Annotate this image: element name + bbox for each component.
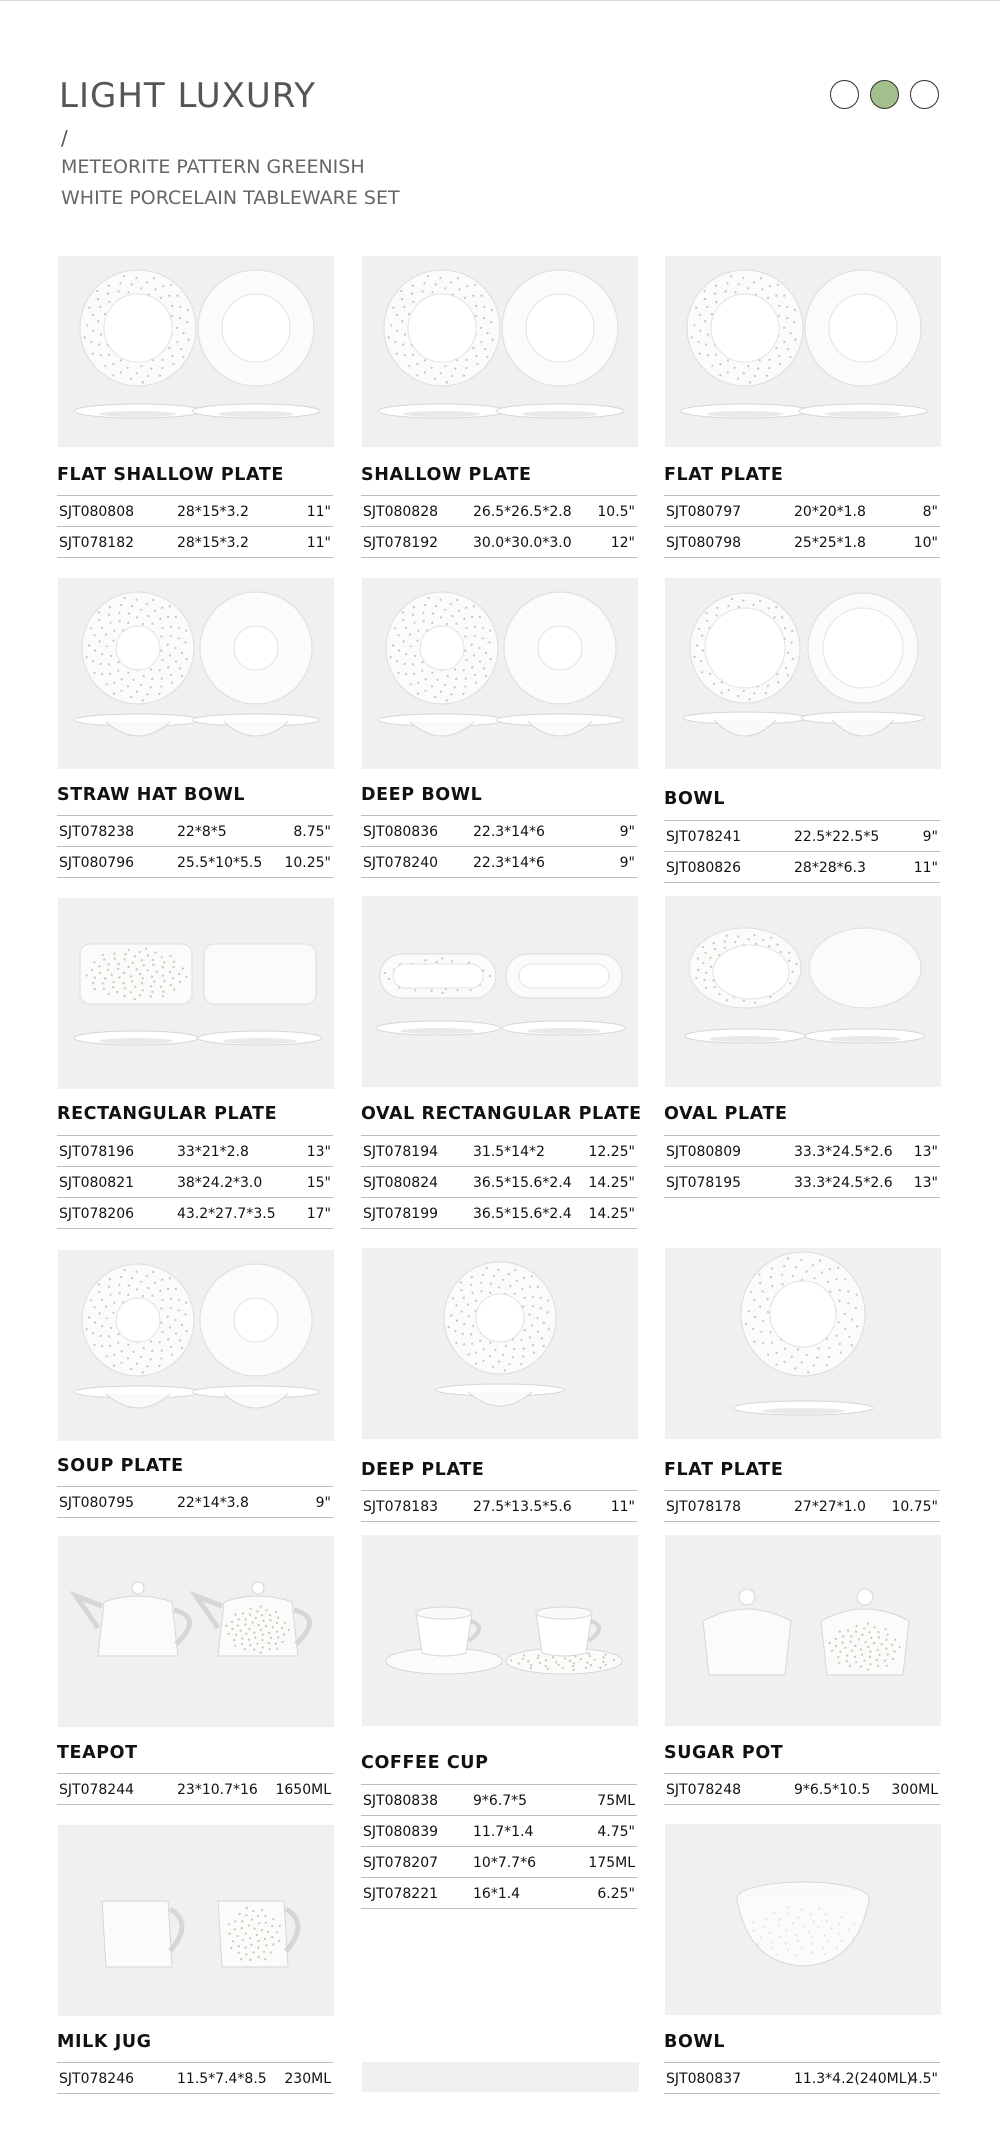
spec-size: 9*6.7*5 — [473, 1793, 528, 1809]
spec-row — [361, 1491, 637, 1522]
spec-row — [57, 847, 333, 878]
product-name: FLAT SHALLOW PLATE — [57, 465, 284, 485]
page-title: LIGHT LUXURY — [59, 76, 316, 116]
spec-size: 11.5*7.4*8.5 — [177, 2071, 267, 2087]
spec-code: SJT080828 — [363, 504, 439, 520]
spec-value: 9" — [619, 824, 635, 840]
spec-row — [361, 816, 637, 847]
spec-table — [664, 1773, 940, 1805]
spec-code: SJT078248 — [666, 1782, 742, 1798]
product-photo[interactable] — [58, 578, 334, 769]
spec-row — [361, 1816, 637, 1847]
product-photo-art — [665, 1824, 941, 2015]
spec-size: 26.5*26.5*2.8 — [473, 504, 572, 520]
spec-value: 8.75" — [293, 824, 331, 840]
spec-code: SJT078194 — [363, 1144, 439, 1160]
spec-value: 230ML — [284, 2071, 331, 2087]
spec-table — [664, 820, 940, 883]
product-photo-art — [362, 896, 638, 1087]
product-name: SOUP PLATE — [57, 1456, 184, 1476]
spec-value: 1650ML — [275, 1782, 331, 1798]
spec-value: 13" — [913, 1144, 938, 1160]
spec-size: 33.3*24.5*2.6 — [794, 1175, 893, 1191]
spec-table — [361, 1135, 637, 1229]
spec-value: 14.25" — [588, 1175, 635, 1191]
product-name: FLAT PLATE — [664, 1460, 784, 1480]
product-name: MILK JUG — [57, 2032, 152, 2052]
spec-value: 75ML — [597, 1793, 635, 1809]
spec-size: 28*28*6.3 — [794, 860, 866, 876]
spec-code: SJT078240 — [363, 855, 439, 871]
color-swatches — [830, 80, 939, 109]
spec-value: 10.25" — [284, 855, 331, 871]
spec-code: SJT078241 — [666, 829, 742, 845]
product-name: RECTANGULAR PLATE — [57, 1104, 278, 1124]
spec-size: 38*24.2*3.0 — [177, 1175, 263, 1191]
spec-value: 14.25" — [588, 1206, 635, 1222]
spec-row — [664, 1167, 940, 1198]
spec-row — [664, 527, 940, 558]
page-subtitle — [61, 152, 561, 214]
spec-size: 28*15*3.2 — [177, 535, 249, 551]
spec-value: 9" — [619, 855, 635, 871]
spec-code: SJT078183 — [363, 1499, 439, 1515]
spec-row — [361, 1167, 637, 1198]
spec-code: SJT078244 — [59, 1782, 135, 1798]
spec-value: 17" — [306, 1206, 331, 1222]
product-photo[interactable] — [665, 1248, 941, 1439]
spec-value: 11" — [913, 860, 938, 876]
spec-code: SJT078206 — [59, 1206, 135, 1222]
product-name: COFFEE CUP — [361, 1753, 489, 1773]
spec-code: SJT078195 — [666, 1175, 742, 1191]
spec-row — [57, 1774, 333, 1805]
spec-value: 9" — [315, 1495, 331, 1511]
spec-table — [57, 495, 333, 558]
product-photo[interactable] — [665, 896, 941, 1087]
spec-size: 36.5*15.6*2.4 — [473, 1175, 572, 1191]
spec-value: 175ML — [588, 1855, 635, 1871]
product-photo-art — [665, 1248, 941, 1439]
title-slash: / — [61, 126, 68, 150]
spec-table — [361, 815, 637, 878]
spec-code: SJT078199 — [363, 1206, 439, 1222]
spec-row — [361, 1136, 637, 1167]
product-photo-art — [58, 578, 334, 769]
spec-code: SJT080809 — [666, 1144, 742, 1160]
product-photo-art — [362, 256, 638, 447]
spec-row — [361, 527, 637, 558]
product-photo[interactable] — [362, 1248, 638, 1439]
product-photo-art — [362, 1248, 638, 1439]
spec-table — [57, 2062, 333, 2094]
spec-code: SJT078221 — [363, 1886, 439, 1902]
spec-code: SJT078238 — [59, 824, 135, 840]
spec-row — [57, 2063, 333, 2094]
product-name: STRAW HAT BOWL — [57, 785, 246, 805]
product-name: SHALLOW PLATE — [361, 465, 532, 485]
spec-row — [361, 496, 637, 527]
spec-code: SJT078207 — [363, 1855, 439, 1871]
spec-size: 25*25*1.8 — [794, 535, 866, 551]
spec-row — [664, 1136, 940, 1167]
spec-code: SJT080839 — [363, 1824, 439, 1840]
spec-size: 22.3*14*6 — [473, 824, 545, 840]
spec-row — [664, 1491, 940, 1522]
spec-value: 15" — [306, 1175, 331, 1191]
spec-code: SJT080826 — [666, 860, 742, 876]
product-photo[interactable] — [58, 1825, 334, 2016]
spec-code: SJT080795 — [59, 1495, 135, 1511]
spec-code: SJT080824 — [363, 1175, 439, 1191]
spec-size: 36.5*15.6*2.4 — [473, 1206, 572, 1222]
spec-code: SJT080821 — [59, 1175, 135, 1191]
product-photo-art — [58, 1250, 334, 1441]
spec-value: 12.25" — [588, 1144, 635, 1160]
spec-size: 30.0*30.0*3.0 — [473, 535, 572, 551]
product-name: BOWL — [664, 789, 726, 809]
product-photo-art — [362, 578, 638, 769]
spec-row — [57, 496, 333, 527]
spec-code: SJT078182 — [59, 535, 135, 551]
spec-row — [361, 1785, 637, 1816]
product-photo[interactable] — [362, 256, 638, 447]
spec-size: 11.7*1.4 — [473, 1824, 534, 1840]
spec-row — [57, 816, 333, 847]
spec-code: SJT080808 — [59, 504, 135, 520]
spec-size: 11.3*4.2(240ML) — [794, 2071, 912, 2087]
spec-row — [361, 847, 637, 878]
spec-code: SJT078178 — [666, 1499, 742, 1515]
spec-size: 22.5*22.5*5 — [794, 829, 880, 845]
swatch-green[interactable] — [870, 80, 899, 109]
spec-size: 9*6.5*10.5 — [794, 1782, 871, 1798]
spec-value: 9" — [922, 829, 938, 845]
spec-value: 6.25" — [597, 1886, 635, 1902]
product-photo[interactable] — [665, 578, 941, 769]
spec-row — [361, 1878, 637, 1909]
spec-value: 12" — [610, 535, 635, 551]
spec-value: 4.75" — [597, 1824, 635, 1840]
spec-value: 11" — [306, 535, 331, 551]
product-photo[interactable] — [665, 1824, 941, 2015]
spec-row — [361, 1198, 637, 1229]
spec-value: 10.75" — [891, 1499, 938, 1515]
spec-value: 10.5" — [597, 504, 635, 520]
subtitle-line-2: WHITE PORCELAIN TABLEWARE SET — [61, 187, 400, 209]
product-photo-art — [362, 1535, 638, 1726]
spec-row — [57, 1198, 333, 1229]
spec-size: 20*20*1.8 — [794, 504, 866, 520]
spec-table — [664, 2062, 940, 2094]
product-photo[interactable] — [58, 1536, 334, 1727]
spec-code: SJT080797 — [666, 504, 742, 520]
spec-code: SJT080796 — [59, 855, 135, 871]
product-name: TEAPOT — [57, 1743, 138, 1763]
spec-size: 27.5*13.5*5.6 — [473, 1499, 572, 1515]
spec-value: 13" — [913, 1175, 938, 1191]
spec-value: 11" — [610, 1499, 635, 1515]
product-photo-art — [665, 896, 941, 1087]
spec-size: 31.5*14*2 — [473, 1144, 545, 1160]
spec-row — [57, 1487, 333, 1518]
spec-code: SJT080837 — [666, 2071, 742, 2087]
spec-value: 8" — [922, 504, 938, 520]
spec-row — [57, 527, 333, 558]
spec-table — [664, 495, 940, 558]
spec-size: 23*10.7*16 — [177, 1782, 258, 1798]
product-photo[interactable] — [665, 256, 941, 447]
product-photo-art — [58, 898, 334, 1089]
spec-row — [664, 1774, 940, 1805]
spec-code: SJT080838 — [363, 1793, 439, 1809]
spec-value: 300ML — [891, 1782, 938, 1798]
spec-code: SJT078196 — [59, 1144, 135, 1160]
product-photo[interactable] — [362, 896, 638, 1087]
product-name: OVAL PLATE — [664, 1104, 788, 1124]
spec-table — [57, 1135, 333, 1229]
spec-size: 33.3*24.5*2.6 — [794, 1144, 893, 1160]
top-divider — [0, 0, 1000, 1]
product-name: BOWL — [664, 2032, 726, 2052]
spec-value: 4.5" — [909, 2071, 938, 2087]
spec-value: 10" — [913, 535, 938, 551]
product-name: OVAL RECTANGULAR PLATE — [361, 1104, 642, 1124]
spec-table — [664, 1490, 940, 1522]
product-photo[interactable] — [58, 898, 334, 1089]
spec-size: 43.2*27.7*3.5 — [177, 1206, 276, 1222]
spec-code: SJT080836 — [363, 824, 439, 840]
product-photo[interactable] — [362, 1535, 638, 1726]
spec-value: 13" — [306, 1144, 331, 1160]
empty-spec-placeholder — [362, 2062, 639, 2092]
product-photo-art — [665, 1535, 941, 1726]
spec-size: 22.3*14*6 — [473, 855, 545, 871]
spec-row — [57, 1167, 333, 1198]
product-name: DEEP BOWL — [361, 785, 483, 805]
spec-size: 28*15*3.2 — [177, 504, 249, 520]
spec-row — [664, 821, 940, 852]
spec-table — [361, 1784, 637, 1909]
spec-table — [57, 1773, 333, 1805]
spec-table — [361, 495, 637, 558]
spec-table — [664, 1135, 940, 1198]
spec-row — [361, 1847, 637, 1878]
spec-code: SJT078246 — [59, 2071, 135, 2087]
spec-row — [664, 2063, 940, 2094]
product-name: FLAT PLATE — [664, 465, 784, 485]
product-photo[interactable] — [58, 256, 334, 447]
product-photo-art — [665, 256, 941, 447]
swatch-white-2[interactable] — [910, 80, 939, 109]
spec-size: 33*21*2.8 — [177, 1144, 249, 1160]
product-name: SUGAR POT — [664, 1743, 784, 1763]
product-photo[interactable] — [58, 1250, 334, 1441]
subtitle-line-1: METEORITE PATTERN GREENISH — [61, 156, 365, 178]
spec-table — [57, 1486, 333, 1518]
product-photo[interactable] — [362, 578, 638, 769]
product-photo-art — [665, 578, 941, 769]
spec-code: SJT080798 — [666, 535, 742, 551]
product-photo-art — [58, 256, 334, 447]
spec-size: 16*1.4 — [473, 1886, 521, 1902]
product-name: DEEP PLATE — [361, 1460, 485, 1480]
spec-size: 22*14*3.8 — [177, 1495, 249, 1511]
spec-table — [57, 815, 333, 878]
spec-size: 22*8*5 — [177, 824, 227, 840]
spec-row — [664, 496, 940, 527]
swatch-white[interactable] — [830, 80, 859, 109]
product-photo[interactable] — [665, 1535, 941, 1726]
spec-row — [664, 852, 940, 883]
spec-size: 27*27*1.0 — [794, 1499, 866, 1515]
product-photo-art — [58, 1536, 334, 1727]
spec-size: 10*7.7*6 — [473, 1855, 536, 1871]
spec-value: 11" — [306, 504, 331, 520]
spec-code: SJT078192 — [363, 535, 439, 551]
spec-size: 25.5*10*5.5 — [177, 855, 263, 871]
product-photo-art — [58, 1825, 334, 2016]
spec-row — [57, 1136, 333, 1167]
spec-table — [361, 1490, 637, 1522]
